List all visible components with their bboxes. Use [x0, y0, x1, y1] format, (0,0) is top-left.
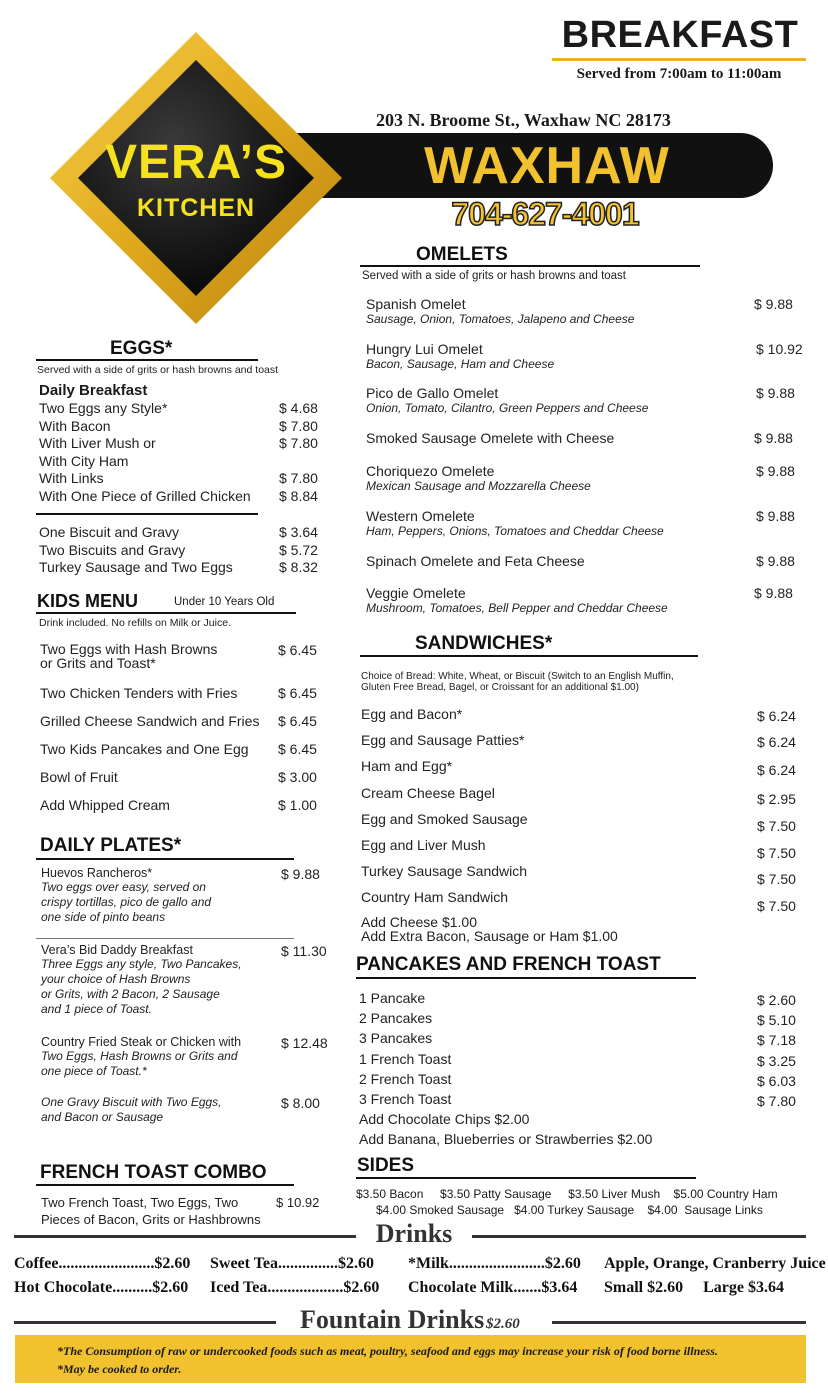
- plates-rule: [36, 858, 294, 860]
- kids-note: Drink included. No refills on Milk or Juice.: [39, 617, 231, 629]
- sandwich-add-meat: Add Extra Bacon, Sausage or Ham $1.00: [361, 928, 618, 944]
- item-price: $ 6.24: [757, 708, 796, 724]
- list-item: [366, 296, 821, 326]
- ftcombo-price: $ 10.92: [276, 1195, 320, 1210]
- sides-heading: SIDES: [357, 1155, 415, 1176]
- list-item: [39, 470, 339, 488]
- list-item: [361, 706, 821, 732]
- item-desc: Onion, Tomato, Cilantro, Green Peppers and Cheese: [366, 401, 649, 415]
- sandwich-list: [361, 706, 821, 916]
- item-price: $ 6.45: [278, 741, 317, 757]
- fountain-rule-right: [552, 1321, 806, 1324]
- eggs-divider: [36, 513, 258, 515]
- list-item: [40, 642, 340, 685]
- item-price: $ 6.03: [757, 1072, 796, 1089]
- item-price: $ 5.72: [279, 541, 318, 558]
- item-label: 1 Pancake: [359, 990, 426, 1006]
- list-item: [39, 435, 339, 453]
- item-price: $ 9.88: [756, 463, 795, 479]
- logo-sub: KITCHEN: [136, 194, 256, 222]
- item-price: $ 7.50: [757, 844, 796, 861]
- drink-sweet-tea: Sweet Tea...............$2.60: [210, 1255, 374, 1272]
- list-item: [40, 769, 340, 797]
- list-item: [40, 713, 340, 741]
- item-price: $ 6.45: [278, 685, 317, 701]
- list-item: [41, 1095, 341, 1125]
- drink-iced-tea: Iced Tea...................$2.60: [210, 1279, 380, 1296]
- item-price: $ 7.18: [757, 1032, 796, 1049]
- logo-name: VERA’S: [104, 136, 288, 189]
- item-price: $ 2.60: [757, 992, 796, 1008]
- item-label: Ham and Egg*: [361, 758, 453, 775]
- drink-chocolate-milk: Chocolate Milk.......$3.64: [408, 1279, 578, 1296]
- item-label: 3 French Toast: [359, 1090, 452, 1107]
- item-desc: Two Eggs, Hash Browns or Grits and one piece of Toast.*: [41, 1049, 238, 1078]
- pancakes-rule: [356, 977, 696, 979]
- item-label: Pico de Gallo Omelet: [366, 385, 499, 401]
- sandwiches-heading: SANDWICHES*: [415, 633, 553, 654]
- item-price: $ 7.80: [279, 417, 318, 434]
- omelets-heading: OMELETS: [416, 244, 508, 265]
- sides-line-2: $4.00 Smoked Sausage $4.00 Turkey Sausage $4.00 Sausage Links: [376, 1203, 763, 1217]
- item-price: $ 9.88: [754, 585, 793, 601]
- item-label: Bowl of Fruit: [40, 769, 118, 785]
- list-item: [39, 524, 339, 542]
- list-item: [366, 430, 821, 446]
- served-hours: Served from 7:00am to 11:00am: [576, 66, 782, 82]
- ftcombo-heading: FRENCH TOAST COMBO: [40, 1162, 267, 1183]
- item-desc: Mushroom, Tomatoes, Bell Pepper and Cheddar Cheese: [366, 601, 668, 615]
- item-desc: One Gravy Biscuit with Two Eggs, and Bacon or Sausage: [41, 1095, 222, 1124]
- item-label: 2 French Toast: [359, 1070, 452, 1087]
- item-price: $ 3.00: [278, 769, 317, 785]
- list-item: [359, 1030, 819, 1050]
- drink-juice: Apple, Orange, Cranberry Juice: [604, 1255, 826, 1272]
- list-item: [39, 400, 339, 418]
- list-item: [39, 418, 339, 436]
- item-price: $ 7.80: [757, 1092, 796, 1109]
- list-item: [41, 866, 341, 925]
- drink-hot-chocolate: Hot Chocolate..........$2.60: [14, 1279, 189, 1296]
- item-price: $ 9.88: [281, 866, 320, 882]
- item-price: $ 1.00: [278, 797, 317, 813]
- item-label: 1 French Toast: [359, 1050, 452, 1067]
- list-item: [361, 758, 821, 784]
- list-item: [359, 1131, 819, 1151]
- item-label: Veggie Omelete: [366, 585, 466, 601]
- item-label: Huevos Rancheros*: [41, 866, 153, 880]
- list-item: [361, 863, 821, 889]
- item-price: $ 3.25: [757, 1052, 796, 1069]
- item-price: $ 9.88: [756, 553, 795, 569]
- item-price: $ 4.68: [279, 400, 318, 416]
- drinks-heading: Drinks: [375, 1219, 453, 1248]
- item-label: Vera’s Bid Daddy Breakfast: [41, 943, 193, 957]
- list-item: [359, 1111, 819, 1131]
- list-item: [40, 797, 340, 825]
- item-label: Smoked Sausage Omelete with Cheese: [366, 430, 615, 446]
- item-label: Egg and Smoked Sausage: [361, 810, 528, 827]
- list-item: [39, 559, 339, 577]
- list-item: [366, 553, 821, 569]
- item-price: $ 7.50: [757, 871, 796, 888]
- item-label: 2 Pancakes: [359, 1010, 433, 1027]
- eggs-list-2: [39, 524, 339, 577]
- fountain-rule-left: [14, 1321, 276, 1324]
- pancake-add-fruit: Add Banana, Blueberries or Strawberries $2.00: [359, 1131, 653, 1148]
- item-price: $ 9.88: [756, 508, 795, 524]
- item-desc: Mexican Sausage and Mozzarella Cheese: [366, 479, 591, 493]
- item-label: Two Eggs with Hash Browns or Grits and Toast*: [40, 641, 218, 671]
- list-item: [366, 385, 821, 415]
- item-price: $ 6.24: [757, 762, 796, 779]
- page-title: BREAKFAST: [561, 14, 799, 56]
- item-price: $ 9.88: [756, 385, 795, 401]
- list-item: [39, 453, 339, 471]
- item-desc: Three Eggs any style, Two Pancakes, your choice of Hash Browns or Grits, with 2 Bacon, 2 Sausage and 1 piece of Toast.: [41, 957, 242, 1016]
- eggs-subheading: Daily Breakfast: [39, 382, 148, 399]
- item-label: Egg and Sausage Patties*: [361, 732, 525, 749]
- sandwiches-rule: [360, 655, 698, 657]
- plates-divider: [36, 938, 294, 939]
- item-price: $ 10.92: [756, 341, 803, 357]
- list-item: [361, 889, 821, 915]
- item-label: Grilled Cheese Sandwich and Fries: [40, 713, 260, 729]
- item-label: One Biscuit and Gravy: [39, 524, 180, 540]
- list-item: [359, 1091, 819, 1111]
- item-price: $ 2.95: [757, 790, 796, 807]
- list-item: [39, 542, 339, 560]
- item-price: $ 5.10: [757, 1012, 796, 1029]
- omelets-rule: [360, 265, 700, 267]
- list-item: [366, 341, 821, 371]
- item-price: $ 3.64: [279, 524, 318, 540]
- list-item: [359, 1071, 819, 1091]
- omelets-note: Served with a side of grits or hash browns and toast: [362, 270, 627, 282]
- kids-heading: KIDS MENU: [37, 591, 139, 611]
- item-label: With One Piece of Grilled Chicken: [39, 487, 251, 504]
- drink-milk: *Milk........................$2.60: [408, 1255, 581, 1272]
- pancake-list: [359, 990, 819, 1152]
- disclaimer-line-1: *The Consumption of raw or undercooked foods such as meat, poultry, seafood and eggs may increase your risk of food borne illness.: [57, 1344, 718, 1358]
- drink-juice-sizes: Small $2.60 Large $3.64: [604, 1279, 784, 1296]
- eggs-rule: [36, 359, 258, 361]
- fountain-drinks-price: $2.60: [486, 1316, 520, 1332]
- item-label: Western Omelete: [366, 508, 475, 524]
- phone-number: 704-627-4001: [451, 196, 639, 232]
- kids-age-note: Under 10 Years Old: [174, 596, 275, 608]
- list-item: [359, 990, 819, 1010]
- item-label: Add Whipped Cream: [40, 797, 170, 813]
- item-label: Turkey Sausage Sandwich: [361, 863, 528, 880]
- item-price: $ 7.50: [757, 817, 796, 834]
- item-label: With City Ham: [39, 452, 129, 469]
- item-price: $ 6.45: [278, 713, 317, 729]
- list-item: [361, 732, 821, 758]
- fountain-drinks-heading: Fountain Drinks: [300, 1305, 485, 1334]
- list-item: [366, 463, 821, 493]
- item-label: Two Chicken Tenders with Fries: [40, 685, 238, 701]
- item-price: $ 8.32: [279, 559, 318, 575]
- address: 203 N. Broome St., Waxhaw NC 28173: [376, 110, 671, 130]
- list-item: [366, 508, 821, 538]
- item-price: $ 6.24: [757, 734, 796, 751]
- pancakes-heading: PANCAKES AND FRENCH TOAST: [356, 954, 661, 975]
- list-item: [41, 943, 346, 1017]
- item-price: $ 9.88: [754, 430, 793, 446]
- item-price: $ 11.30: [281, 943, 327, 959]
- ftcombo-rule: [36, 1184, 294, 1186]
- list-item: [359, 1010, 819, 1030]
- list-item: [361, 837, 821, 863]
- kids-rule: [36, 612, 296, 614]
- item-label: 3 Pancakes: [359, 1030, 433, 1047]
- item-label: Egg and Liver Mush: [361, 836, 486, 853]
- title-underline: [552, 58, 806, 61]
- item-label: Choriquezo Omelete: [366, 463, 495, 479]
- item-price: $ 8.00: [281, 1095, 320, 1111]
- list-item: [366, 585, 821, 615]
- item-price: $ 8.84: [279, 487, 318, 504]
- disclaimer-line-2: *May be cooked to order.: [57, 1362, 182, 1376]
- list-item: [39, 488, 339, 506]
- ftcombo-item: Two French Toast, Two Eggs, Two Pieces of Bacon, Grits or Hashbrowns: [41, 1195, 261, 1227]
- sandwich-add-cheese: Add Cheese $1.00: [361, 914, 477, 930]
- item-label: With Liver Mush or: [39, 435, 156, 451]
- item-label: Cream Cheese Bagel: [361, 784, 495, 801]
- item-label: With Links: [39, 470, 104, 486]
- list-item: [361, 785, 821, 811]
- sides-rule: [356, 1177, 696, 1179]
- eggs-list: [39, 400, 339, 505]
- item-label: Hungry Lui Omelet: [366, 341, 483, 357]
- item-label: Country Ham Sandwich: [361, 889, 509, 906]
- city-name: WAXHAW: [424, 137, 670, 195]
- sides-line-1: $3.50 Bacon $3.50 Patty Sausage $3.50 Liver Mush $5.00 Country Ham: [356, 1187, 778, 1201]
- kids-list: [40, 642, 340, 825]
- eggs-note: Served with a side of grits or hash browns and toast: [37, 364, 279, 376]
- item-price: $ 12.48: [281, 1035, 328, 1051]
- list-item: [361, 811, 821, 837]
- item-label: With Bacon: [39, 417, 111, 434]
- item-label: Two Biscuits and Gravy: [39, 541, 186, 558]
- list-item: [40, 685, 340, 713]
- item-price: $ 7.80: [279, 435, 318, 451]
- item-price: $ 9.88: [754, 296, 793, 312]
- item-price: $ 7.80: [279, 470, 318, 486]
- item-label: Turkey Sausage and Two Eggs: [39, 559, 233, 575]
- drink-coffee: Coffee........................$2.60: [14, 1255, 191, 1272]
- list-item: [359, 1051, 819, 1071]
- item-desc: Sausage, Onion, Tomatoes, Jalapeno and Cheese: [366, 312, 635, 326]
- item-desc: Bacon, Sausage, Ham and Cheese: [366, 357, 555, 371]
- item-desc: Two eggs over easy, served on crispy tortillas, pico de gallo and one side of pinto beans: [41, 880, 212, 924]
- item-label: Two Eggs any Style*: [39, 400, 168, 416]
- list-item: [40, 741, 340, 769]
- eggs-heading: EGGS*: [110, 338, 173, 359]
- list-item: [41, 1035, 346, 1079]
- item-label: Spinach Omelete and Feta Cheese: [366, 553, 585, 569]
- drinks-rule-left: [14, 1235, 356, 1238]
- drinks-rule-right: [472, 1235, 806, 1238]
- item-label: Spanish Omelet: [366, 296, 466, 312]
- item-label: Two Kids Pancakes and One Egg: [40, 741, 249, 757]
- item-label: Country Fried Steak or Chicken with: [41, 1035, 242, 1049]
- item-price: $ 7.50: [757, 898, 796, 915]
- sandwiches-note: Choice of Bread: White, Wheat, or Biscuit (Switch to an English Muffin, Gluten Free Bread, Bagel, or Croissant for an additional $1.00): [361, 671, 674, 693]
- plates-heading: DAILY PLATES*: [40, 835, 182, 856]
- item-label: Egg and Bacon*: [361, 706, 463, 722]
- item-price: $ 6.45: [278, 642, 317, 658]
- item-desc: Ham, Peppers, Onions, Tomatoes and Cheddar Cheese: [366, 524, 664, 538]
- pancake-add-chips: Add Chocolate Chips $2.00: [359, 1111, 530, 1128]
